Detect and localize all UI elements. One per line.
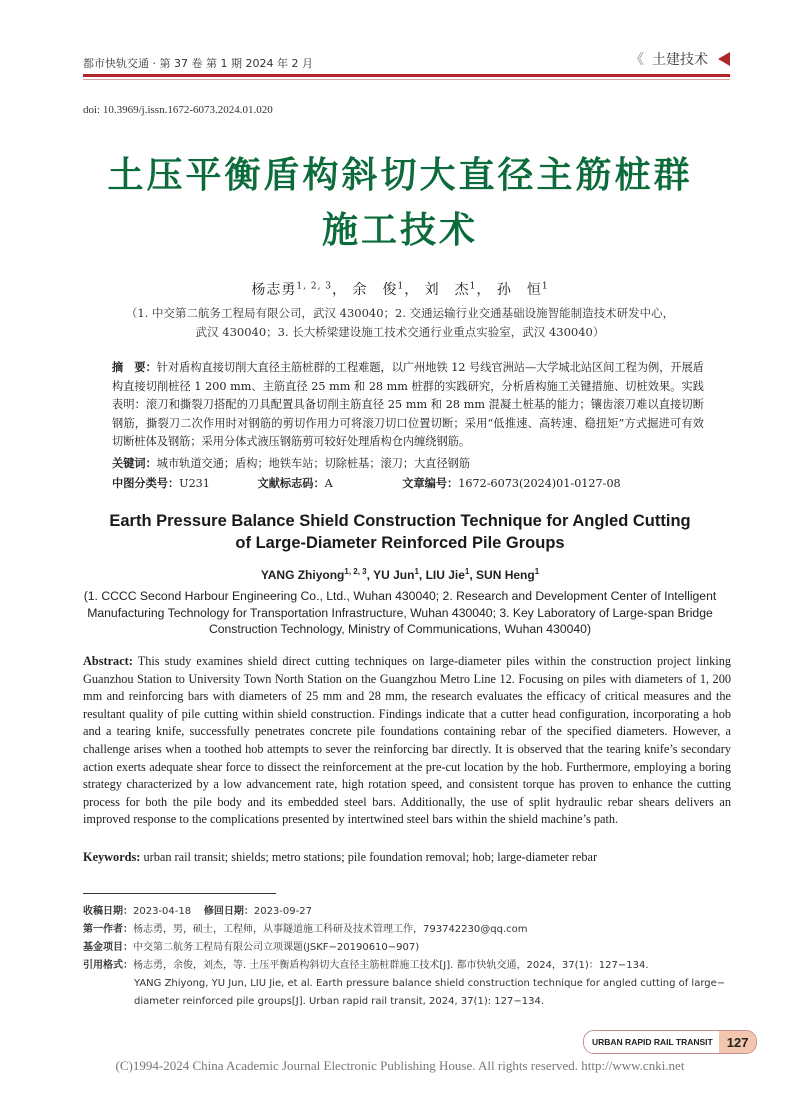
- title-zh-line2: 施工技术: [321, 210, 478, 251]
- affiliations-zh: （1. 中交第二航务工程局有限公司，武汉 430040；2. 交通运输行业交通基础设施智能制造技术研发中心， 武汉 430040；3. 长大桥梁建设施工技术交通行业重点实验室，武汉 430040）: [125, 306, 675, 339]
- author-zh: 杨志勇: [251, 282, 297, 298]
- affiliations-en: (1. CCCC Second Harbour Engineering Co., Ltd., Wuhan 430040; 2. Research and Development Center of Intelligent Manufacturing Technology for Transportation Infrastructure, Wuhan 430040; 3. Key Laboratory of Large-span Bridge Construction Technology, Ministry of Communications, Wuhan 430040): [83, 589, 717, 636]
- footnote-first-author: 第一作者：杨志勇，男，硕士，工程师，从事隧道施工科研及技术管理工作，793742230@qq.com: [83, 924, 528, 935]
- authors-en: YANG Zhiyong$^{1, 2, 3}$, YU Jun$^1$, LIU Jie$^1$, SUN Heng$^1$: [260, 567, 540, 582]
- author-zh: 刘 杰: [424, 282, 470, 298]
- abstract-zh-label: 摘 要：: [112, 361, 157, 374]
- doi: doi: 10.3969/j.issn.1672-6073.2024.01.020: [83, 104, 273, 116]
- footnote-fund: 基金项目：中交第二航务工程局有限公司立项课题(JSKF−20190610−907): [83, 942, 420, 953]
- abstract-en-text: This study examines shield direct cutting techniques on large-diameter piles within the construction project linking Guanzhou Station to University Town North Station on the Guangzhou Metro Line 12. Focusing on piles with diameters of 1, 200 mm and reinforcing bars with diameters of 25 mm and 28 mm, the research evaluates the efficacy of critical measures and the resultant quality of pile cutting within shield construction. Findings indicate that a cutter head configuration, incorporating a hob and a tearing knife, successfully penetrates concrete pile foundations containing rebar of the specified diameters. However, a challenge arises when a toothed hob attempts to sever the reinforcing bar directly. It is observed that the tearing knife’s secondary action exerts adequate shear force to dissect the reinforcement at the pre-cut location by the hob. Furthermore, employing a boring strategy characterized by a low advancement rate, high rotation speed, and consistent torque has proven to enhance the cutting process for both the pile body and its embedded steel bars. Additionally, the use of split hydraulic rebar shears delivers an improved response to the complications presented by intertwined steel bars within the shield machine’s path.: [83, 654, 732, 827]
- authors-zh: 杨志勇$^{1, 2, 3}$， 余 俊$^1$， 刘 杰$^1$， 孙 恒$^1$: [251, 281, 549, 298]
- abstract-en: [83, 653, 731, 829]
- journal-info: 都市快轨交通 · 第 37 卷 第 1 期 2024 年 2 月: [83, 57, 313, 70]
- header-rule: [83, 74, 730, 77]
- author-zh: 余 俊: [352, 282, 398, 298]
- section-header: [630, 49, 730, 69]
- abstract-zh-text: 针对盾构直接切削大直径主筋桩群的工程难题，以广州地铁 12 号线官洲站—大学城北站区间工程为例，开展盾构直接切削桩径 1 200 mm、主筋直径 25 mm 和 28 mm 桩群的实践研究，分析盾构施工关键措施、切桩效果。实践表明：滚刀和撕裂刀搭配的刀具配置具备切削主筋直径 25 mm 和 28 mm 混凝土桩基的能力；镶齿滚刀难以直接切断钢筋，撕裂刀二次作用时对钢筋的剪切作用力可将滚刀切口位置切断；采用“低推速、高转速、稳扭矩”方式掘进可有效切断桩体及钢筋；采用分体式液压钢筋剪可较好处理盾构仓内缠绕钢筋。: [112, 361, 704, 449]
- section-name: 土建技术: [652, 52, 708, 68]
- page-number: 127: [719, 1031, 757, 1053]
- keywords-zh: 关键词：城市轨道交通；盾构；地铁车站；切除桩基；滚刀；大直径钢筋: [112, 457, 471, 470]
- title-zh: [60, 148, 740, 258]
- double-chevron-icon: 《: [630, 52, 642, 68]
- footnote-citation: 引用格式：杨志勇，余俊，刘杰，等. 土压平衡盾构斜切大直径主筋桩群施工技术[J]. 都市快轨交通，2024，37(1)：127−134. YANG Zhiyong, YU Jun, LIU Jie, et al. Earth pressure balance shield construction technique for angled cutting of large− diameter reinforced pile groups[J]. Urban rapid rail transit, 2024, 37(1): 127−134.: [83, 960, 726, 1007]
- author-zh: 孙 恒: [496, 282, 542, 298]
- header-rule-thin: [83, 79, 730, 80]
- triangle-marker-icon: [718, 52, 730, 66]
- copyright-line: (C)1994-2024 China Academic Journal Electronic Publishing House. All rights reserved. http://www.cnki.net: [115, 1058, 685, 1073]
- footnote-dates: 收稿日期：2023-04-18 修回日期：2023-09-27: [83, 906, 312, 917]
- abstract-en-label: Abstract:: [83, 654, 133, 668]
- footer-journal-name: URBAN RAPID RAIL TRANSIT: [584, 1031, 719, 1053]
- title-zh-line1: 土压平衡盾构斜切大直径主筋桩群: [107, 155, 693, 196]
- footer-page-badge: [583, 1030, 757, 1054]
- title-en: Earth Pressure Balance Shield Construction Technique for Angled Cutting of Large-Diameter Reinforced Pile Groups: [109, 512, 691, 552]
- classification-row: 中图分类号：U231 文献标志码：A 文章编号：1672-6073(2024)01-0127-08: [112, 477, 621, 490]
- keywords-en: Keywords: urban rail transit; shields; metro stations; pile foundation removal; hob; large-diameter rebar: [83, 850, 598, 864]
- abstract-zh: [112, 359, 704, 452]
- footnote-rule: [83, 893, 276, 894]
